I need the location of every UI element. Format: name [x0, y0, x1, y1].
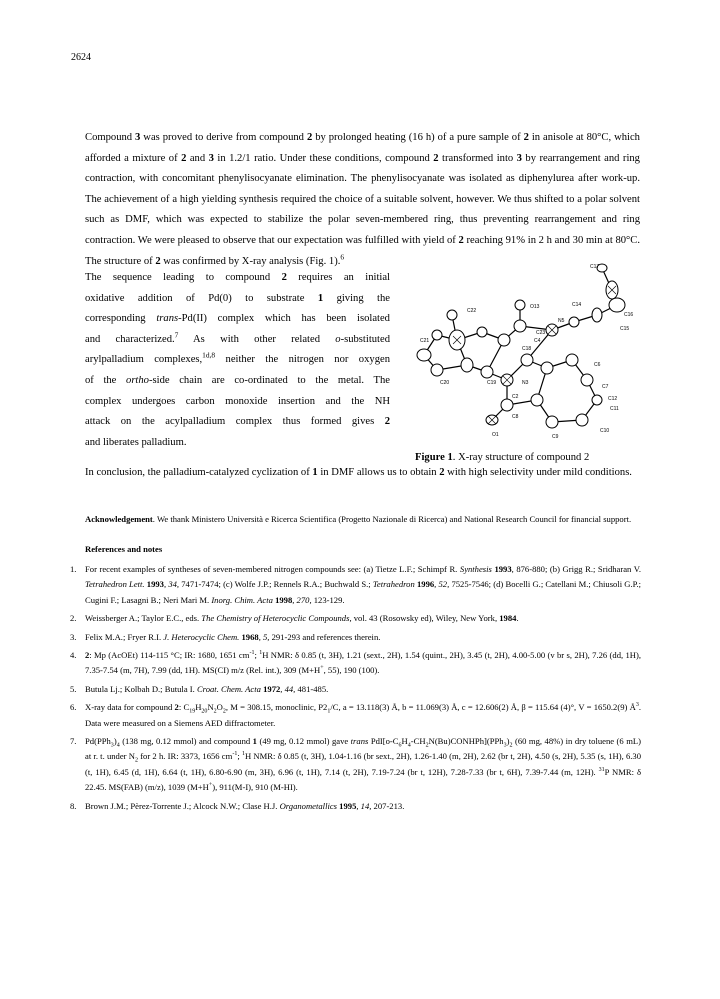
figure-caption [415, 452, 589, 463]
text-line: and liberates palladium. [85, 436, 187, 448]
wrapped-paragraph [85, 268, 390, 453]
figure-caption-label: Figure 1 [415, 452, 453, 463]
acknowledgement [85, 512, 640, 527]
atom-label: C21 [420, 338, 430, 344]
atom-label: C7 [602, 384, 609, 390]
reference-item [70, 611, 641, 626]
reference-item [70, 648, 641, 679]
conclusion-paragraph: In conclusion, the palladium-catalyzed cyclization of 1 in DMF allows us to obtain 2 with high selectivity under mild conditions. [85, 467, 632, 478]
reference-item [70, 734, 641, 796]
reference-text: For recent examples of syntheses of seven-membered nitrogen compounds see: (a) Tietze L.F.; Schimpf R. Synthesis 1993, 876-880; (b) Grigg R.; Sridharan V. Tetrahedron Lett. 1993, 34, 7471-7474; (c) Wolfe J.P.; Rennels R.A.; Buchwald S.; Tetrahedron 1996, 52, 7525-7546; (d) Bocelli G.; Catellani M.; Chiusoli G.P.; Cugini F.; Lasagni B.; Neri Mari M. Inorg. Chim. Acta 1998, 270, 123-129. [85, 564, 642, 605]
atom-label: C10 [600, 428, 610, 434]
page-number: 2624 [71, 52, 91, 63]
reference-number: 7. [70, 736, 77, 747]
atom-label: N3 [522, 380, 529, 386]
atom-label: O13 [530, 304, 540, 310]
xray-structure-figure [412, 260, 642, 450]
atom-labels [420, 264, 633, 440]
reference-item [70, 700, 641, 731]
reference-text: 2: Mp (AcOEt) 114-115 °C; IR: 1680, 1651 $cm^{-1}$; $^1$H NMR: δ 0.85 (t, 3H), 1.21 (sext., 2H), 1.54 (quint., 2H), 3.45 (t, 2H), 4.00-5.00 (v br s, 2H), 7.26 (dd, 1H), 7.35-7.54 (m, 7H), 7.99 (dd, 1H). MS(CI) m/z (Rel. int.), 309 (M+H+, 55), 190 (100). [85, 650, 641, 676]
atom-label: C12 [608, 396, 618, 402]
atom-label: C11 [610, 406, 619, 412]
main-paragraph: Compound 3 was proved to derive from compound 2 by prolonged heating (16 h) of a pure sample of 2 in anisole at 80°C, which afforded a mixture of 2 and 3 in 1.2/1 ratio. Under these conditions, compound 2 transformed into 3 by rearrangement and ring contraction, with concomitant phenylisocyanate elimination. The phenylisocyanate was isolated as diphenylurea after work-up. The achievement of a high yielding synthesis required the choice of a suitable solvent, however. We thus shifted to a polar solvent such as DMF, which was expected to stabilize the polar seven-membered ring, thus preventing rearrangement and ring contraction. We were pleased to observe that our expectation was fulfilled with yield of 2 reaching 91% in 2 h and 30 min at 80°C. The structure of 2 was confirmed by X-ray analysis (Fig. 1).$^6$ [85, 132, 640, 267]
references-list [70, 562, 641, 817]
atom-label: C20 [440, 380, 450, 386]
reference-item [70, 799, 641, 814]
references-heading: References and notes [85, 544, 163, 554]
reference-item [70, 562, 641, 608]
atom-label: C19 [487, 380, 497, 386]
atom-label: C22 [467, 308, 477, 314]
figure-caption-text: . X-ray structure of compound 2 [452, 452, 590, 463]
reference-text: Weissberger A.; Taylor E.C., eds. The Chemistry of Heterocyclic Compounds, vol. 43 (Rosowsky ed), Wiley, New York, 1984. [85, 613, 519, 624]
atom-label: C8 [512, 414, 519, 420]
text-line: complex undergoes carbon monoxide insertion and the NH [85, 395, 390, 407]
atom-label: C16 [624, 312, 634, 318]
reference-number: 2. [70, 613, 77, 624]
atom-label: N5 [558, 318, 565, 324]
reference-text: Butula Lj.; Kolbah D.; Butula I. Croat. Chem. Acta 1972, 44, 481-485. [85, 683, 329, 694]
reference-number: 5. [70, 683, 77, 694]
acknowledgement-label: Acknowledgement [85, 514, 153, 524]
atom-label: C4 [534, 338, 541, 344]
atom-label: C18 [522, 346, 532, 352]
atom-label: C6 [594, 362, 601, 368]
text-line: attack on the acylpalladium complex thus formed gives 2 [85, 416, 390, 428]
text-line: corresponding trans-Pd(II) complex which has been isolated [85, 313, 390, 325]
text-line: arylpalladium complexes,$^{1d,8}$ neither the nitrogen nor oxygen [85, 350, 390, 366]
reference-text: X-ray data for compound 2: $C_{19}H_{20}N_2O_2$, M = 308.15, monoclinic, $P2_1/C$, a = 13.118(3) Å, b = 11.069(3) Å, c = 12.606(2) Å, β = 115.64 (4)°, V = 1650.2(9) $Å^3$. Data were measured on a Siemens AED diffractometer. [85, 702, 641, 728]
reference-number: 6. [70, 702, 77, 713]
atom-label: C15 [620, 326, 630, 332]
atom-label: C17 [590, 264, 600, 270]
xray-structure-drawing [412, 260, 642, 450]
atom-label: C14 [572, 302, 582, 308]
reference-text: $Pd(PPh_3)_4$ (138 mg, 0.12 mmol) and compound 1 (49 mg, 0.12 mmol) gave trans $PdI[o-C_6H_4-CH_2N(Bu)CONHPh](PPh_3)_2$ (60 mg, 48%) in dry toluene (6 mL) at r. t. under $N_2$ for 2 h. IR: 3373, 1656 $cm^{-1}$; $^1$H NMR: δ 0.85 (t, 3H), 1.04-1.16 (br sext., 2H), 1.26-1.40 (m, 2H), 2.62 (br t, 2H), 4.50 (s, 2H), 5.35 (s, 1H), 6.30 (t, 1H), 6.45 (d, 1H), 6.64 (t, 1H), 6.80-6.90 (m, 3H), 6.96 (t, 1H), 7.14 (t, 2H), 7.19-7.24 (br t, 12H), 7.28-7.33 (br t, 6H), 7.39-7.44 (m, 12H). $^{31}$P NMR: δ 22.45. MS(FAB) (m/z), 1039 (M+H+), 911(M-I), 910 (M-HI). [85, 736, 642, 793]
atom-label: C9 [552, 434, 559, 440]
text-line: The sequence leading to compound 2 requires an initial [85, 272, 390, 283]
reference-text: Brown J.M.; Pèrez-Torrente J.; Alcock N.W.; Clase H.J. Organometallics 1995, 14, 207-213. [85, 800, 405, 811]
atom-label: C2 [512, 394, 519, 400]
reference-item [70, 682, 641, 697]
atom-label: O1 [492, 432, 499, 438]
reference-text: Felix M.A.; Fryer R.I. J. Heterocyclic Chem. 1968, 5, 291-293 and references therein. [85, 631, 381, 642]
atom-label: C23 [536, 330, 546, 336]
reference-number: 4. [70, 650, 77, 661]
reference-number: 8. [70, 800, 77, 811]
text-line: oxidative addition of Pd(0) to substrate 1 giving the [85, 292, 390, 304]
text-line: and characterized.$^7$ As with other related o-substituted [85, 330, 390, 345]
reference-number: 3. [70, 631, 77, 642]
reference-item [70, 630, 641, 645]
acknowledgement-text: . We thank Ministero Università e Ricerca Scientifica (Progetto Nazionale di Ricerca) and National Research Council for financial support. [152, 514, 632, 524]
reference-number: 1. [70, 564, 77, 574]
text-line: of the ortho-side chain are co-ordinated to the metal. The [85, 374, 390, 386]
